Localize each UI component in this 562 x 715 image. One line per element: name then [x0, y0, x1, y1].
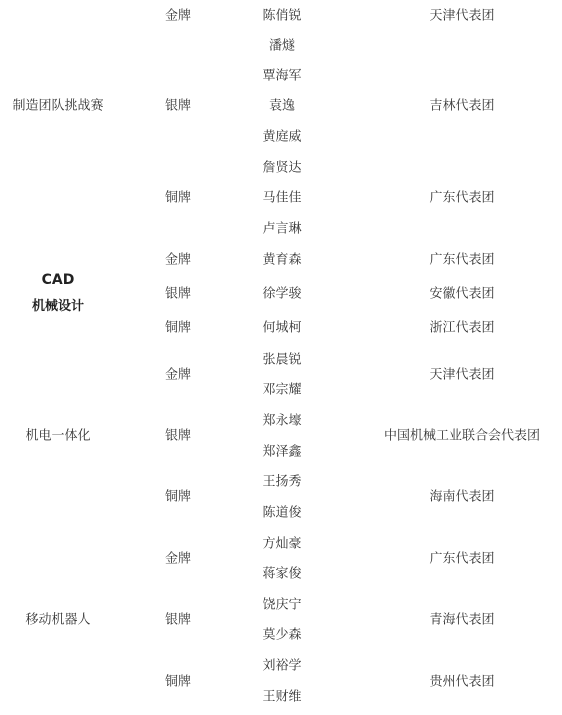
event-name — [32, 273, 84, 313]
athlete-name: 蒋家俊 — [262, 566, 302, 582]
team-name: 天津代表团 — [429, 8, 495, 24]
team-name: 吉林代表团 — [429, 98, 495, 114]
event-name: 机电一体化 — [25, 428, 91, 444]
team-name: 广东代表团 — [429, 252, 495, 268]
medal-label: 银牌 — [164, 612, 192, 628]
team-name: 广东代表团 — [429, 190, 495, 206]
athlete-name: 黄庭威 — [262, 129, 302, 145]
athlete-name: 王财维 — [262, 689, 302, 705]
team-name: 中国机械工业联合会代表团 — [383, 428, 541, 444]
event-name-line1: CAD — [41, 272, 75, 288]
medal-label: 金牌 — [164, 252, 192, 268]
medal-label: 金牌 — [164, 367, 192, 383]
athlete-name: 何城柯 — [262, 320, 302, 336]
athlete-name: 郑永壕 — [262, 413, 302, 429]
athlete-name: 邓宗耀 — [262, 382, 302, 398]
team-name: 浙江代表团 — [429, 320, 495, 336]
medal-label: 金牌 — [164, 551, 192, 567]
medal-label: 铜牌 — [164, 320, 192, 336]
medal-label: 银牌 — [164, 286, 192, 302]
athlete-name: 郑泽鑫 — [262, 444, 302, 460]
medal-label: 金牌 — [164, 8, 192, 24]
athlete-name: 陈道俊 — [262, 505, 302, 521]
athlete-name: 饶庆宁 — [262, 597, 302, 613]
athlete-name: 潘燧 — [268, 38, 296, 54]
athlete-name: 刘裕学 — [262, 658, 302, 674]
athlete-name: 莫少森 — [262, 627, 302, 643]
team-name: 贵州代表团 — [429, 674, 495, 690]
medal-label: 铜牌 — [164, 674, 192, 690]
athlete-name: 王扬秀 — [262, 474, 302, 490]
team-name: 青海代表团 — [429, 612, 495, 628]
team-name: 海南代表团 — [429, 489, 495, 505]
medal-label: 铜牌 — [164, 489, 192, 505]
athlete-name: 方灿豪 — [262, 536, 302, 552]
team-name: 天津代表团 — [429, 367, 495, 383]
team-name: 安徽代表团 — [429, 286, 495, 302]
athlete-name: 徐学骏 — [262, 286, 302, 302]
medal-label: 银牌 — [164, 428, 192, 444]
athlete-name: 马佳佳 — [262, 190, 302, 206]
athlete-name: 陈俏锐 — [262, 8, 302, 24]
athlete-name: 黄育森 — [262, 252, 302, 268]
event-name-line2: 机械设计 — [31, 299, 85, 314]
team-name: 广东代表团 — [429, 551, 495, 567]
athlete-name: 袁逸 — [268, 98, 296, 114]
athlete-name: 卢言琳 — [262, 221, 302, 237]
athlete-name: 覃海军 — [262, 68, 302, 84]
medal-label: 铜牌 — [164, 190, 192, 206]
athlete-name: 张晨锐 — [262, 352, 302, 368]
medal-label: 银牌 — [164, 98, 192, 114]
event-name: 制造团队挑战赛 — [12, 98, 104, 114]
event-name: 移动机器人 — [25, 612, 91, 628]
athlete-name: 詹贤达 — [262, 160, 302, 176]
